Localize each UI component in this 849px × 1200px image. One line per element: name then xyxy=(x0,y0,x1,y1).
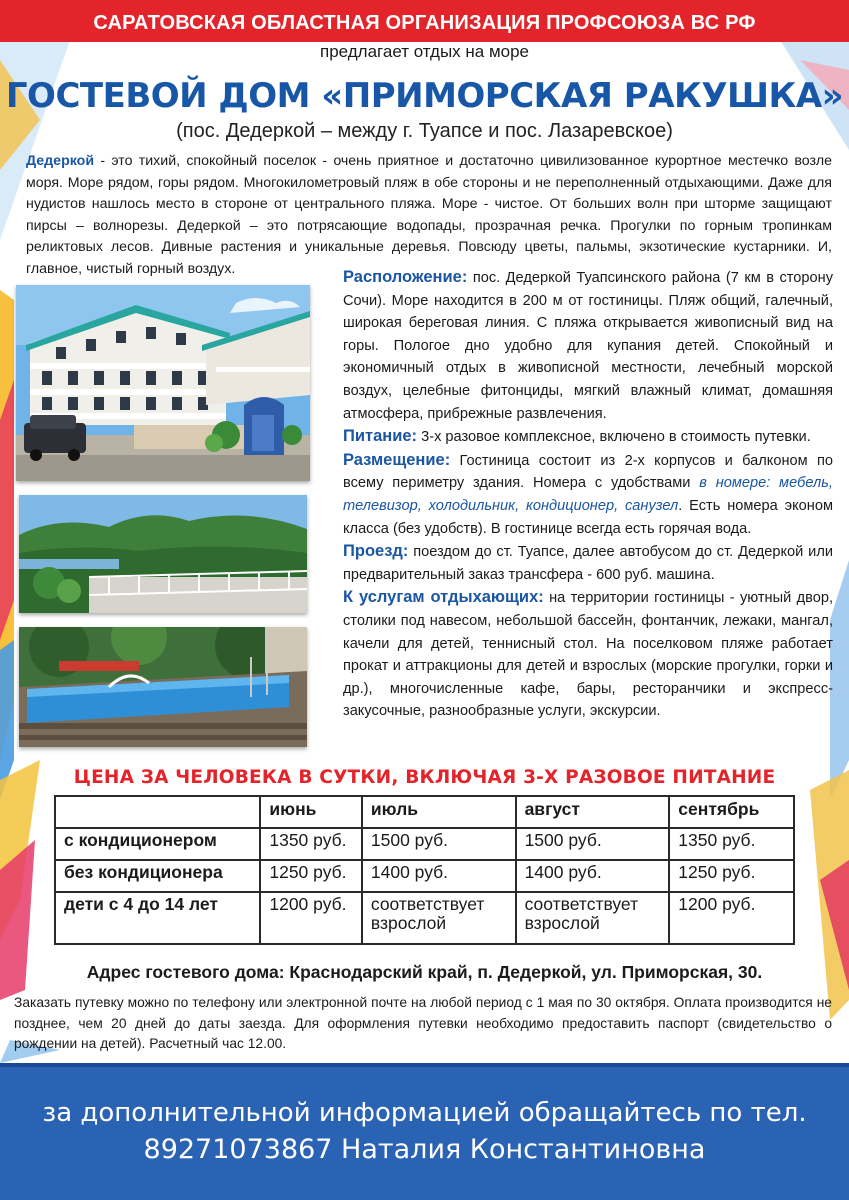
table-row-label: с кондиционером xyxy=(55,828,260,860)
table-cell: 1350 руб. xyxy=(260,828,362,860)
guest-house-address: Адрес гостевого дома: Краснодарский край, п. Дедеркой, ул. Приморская, 30. xyxy=(86,962,763,982)
price-table xyxy=(54,795,795,945)
photo-terrace-view xyxy=(19,495,307,613)
accommodation-text-end: . Есть номера эконом класса (без удобств). В гостинице всегда есть горячая вода. xyxy=(343,497,833,537)
services-text: на территории гостиницы - уютный двор, столики под навесом, небольшой бассейн, фонтанчик, лежаки, мангал, качели для детей, теннисный стол. На поселковом пляже работает прокат и аттракционы для детей и взрослых (морские прогулки, горки и др.), многочисленные кафе, бары, ресторанчики и экспресс-закусочные, разнообразные услуги, экскурсии. xyxy=(343,590,834,720)
table-header-cell: июль xyxy=(362,796,516,828)
table-cell: соответствует взрослой xyxy=(516,892,670,944)
table-header-row xyxy=(55,796,794,828)
contact-phone-name: 89271073867 Наталия Константиновна xyxy=(143,1134,706,1165)
table-header-cell: июнь xyxy=(260,796,362,828)
table-cell: 1200 руб. xyxy=(260,892,362,944)
food-heading: Питание: xyxy=(343,427,418,446)
table-header-cell: август xyxy=(516,796,670,828)
table-row xyxy=(55,828,794,860)
location-paragraph xyxy=(343,266,833,425)
food-paragraph xyxy=(343,425,833,449)
accommodation-text: Гостиница состоит из 2-х корпусов и балконом по всему периметру здания. Номера с удобствами xyxy=(343,452,833,492)
table-cell: соответствует взрослой xyxy=(362,892,516,944)
table-cell: 1200 руб. xyxy=(669,892,794,944)
table-row-label: дети с 4 до 14 лет xyxy=(55,892,260,944)
table-cell: 1400 руб. xyxy=(362,860,516,892)
photo-guest-house xyxy=(16,285,310,481)
location-text: пос. Дедеркой Туапсинского района (7 км в сторону Сочи). Море находится в 200 м от гостиницы. Пляж общий, галечный, широкая береговая линия. С пляжа открывается живописный вид на горы. Пологое дно удобно для купания детей. Спокойный и экономичный отдых в живописной местности, лечебный морской воздух, целебные фитонциды, мягкий влажный климат, домашняя атмосфера, прибрежные развлечения. xyxy=(343,270,833,422)
table-cell: 1350 руб. xyxy=(669,828,794,860)
travel-text: поездом до ст. Туапсе, далее автобусом до ст. Дедеркой или предварительный заказ трансфера - 600 руб. машина. xyxy=(343,544,833,583)
table-cell: 1250 руб. xyxy=(669,860,794,892)
accommodation-paragraph xyxy=(343,449,833,540)
travel-heading: Проезд: xyxy=(343,542,409,561)
accommodation-heading: Размещение: xyxy=(343,450,451,469)
food-text: 3-х разовое комплексное, включено в стоимость путевки. xyxy=(417,429,811,446)
services-heading: К услугам отдыхающих: xyxy=(343,588,544,607)
table-header-cell xyxy=(55,796,260,828)
table-cell: 1500 руб. xyxy=(516,828,670,860)
page-title: ГОСТЕВОЙ ДОМ «ПРИМОРСКАЯ РАКУШКА» xyxy=(5,76,844,116)
intro-paragraph xyxy=(26,151,832,280)
location-heading: Расположение: xyxy=(343,268,468,286)
table-cell: 1500 руб. xyxy=(362,828,516,860)
intro-keyword: Дедеркой xyxy=(26,153,95,169)
room-amenities: в номере: мебель, телевизор, холодильник, кондиционер, санузел xyxy=(343,475,833,514)
photo-pool xyxy=(19,627,307,747)
services-paragraph xyxy=(343,586,833,723)
table-header-cell: сентябрь xyxy=(669,796,794,828)
price-title: ЦЕНА ЗА ЧЕЛОВЕКА В СУТКИ, ВКЛЮЧАЯ 3-Х РАЗОВОЕ ПИТАНИЕ xyxy=(73,767,776,788)
offers-line: предлагает отдых на море xyxy=(320,42,529,61)
details-section xyxy=(343,266,833,723)
table-row-label: без кондиционера xyxy=(55,860,260,892)
table-cell: 1250 руб. xyxy=(260,860,362,892)
table-cell: 1400 руб. xyxy=(516,860,670,892)
page-subtitle: (пос. Дедеркой – между г. Туапсе и пос. Лазаревское) xyxy=(176,120,673,142)
contact-line-1: за дополнительной информацией обращайтесь по тел. xyxy=(42,1098,807,1128)
organization-banner: САРАТОВСКАЯ ОБЛАСТНАЯ ОРГАНИЗАЦИЯ ПРОФСОЮЗА ВС РФ xyxy=(0,0,849,42)
table-row xyxy=(55,860,794,892)
travel-paragraph xyxy=(343,540,833,586)
table-row xyxy=(55,892,794,944)
booking-info: Заказать путевку можно по телефону или электронной почте на любой период с 1 мая по 30 октября. Оплата производится не позднее, чем 20 дней до даты заезда. Для оформления путевки необходимо предоставить паспорт (свидетельство о рождении на детей). Расчетный час 12.00. xyxy=(14,995,832,1051)
intro-text: - это тихий, спокойный поселок - очень приятное и достаточно цивилизованное курортное местечко возле моря. Море рядом, горы рядом. Многокилометровый пляж в обе стороны и не переполненный отдыхающими. Даже для нудистов нашлось место в стороне от центрального пляжа. Море - чистое. От больших волн при шторме защищают пирсы – волнорезы. Дедеркой – это потрясающие водопады, прозрачная речка. Прогулки по горным тропинкам реликтовых лесов. Дивные растения и уникальные деревья. Повсюду цветы, пальмы, экзотические кустарники. И, главное, чистый горный воздух. xyxy=(26,153,832,277)
contact-box xyxy=(0,1063,849,1200)
